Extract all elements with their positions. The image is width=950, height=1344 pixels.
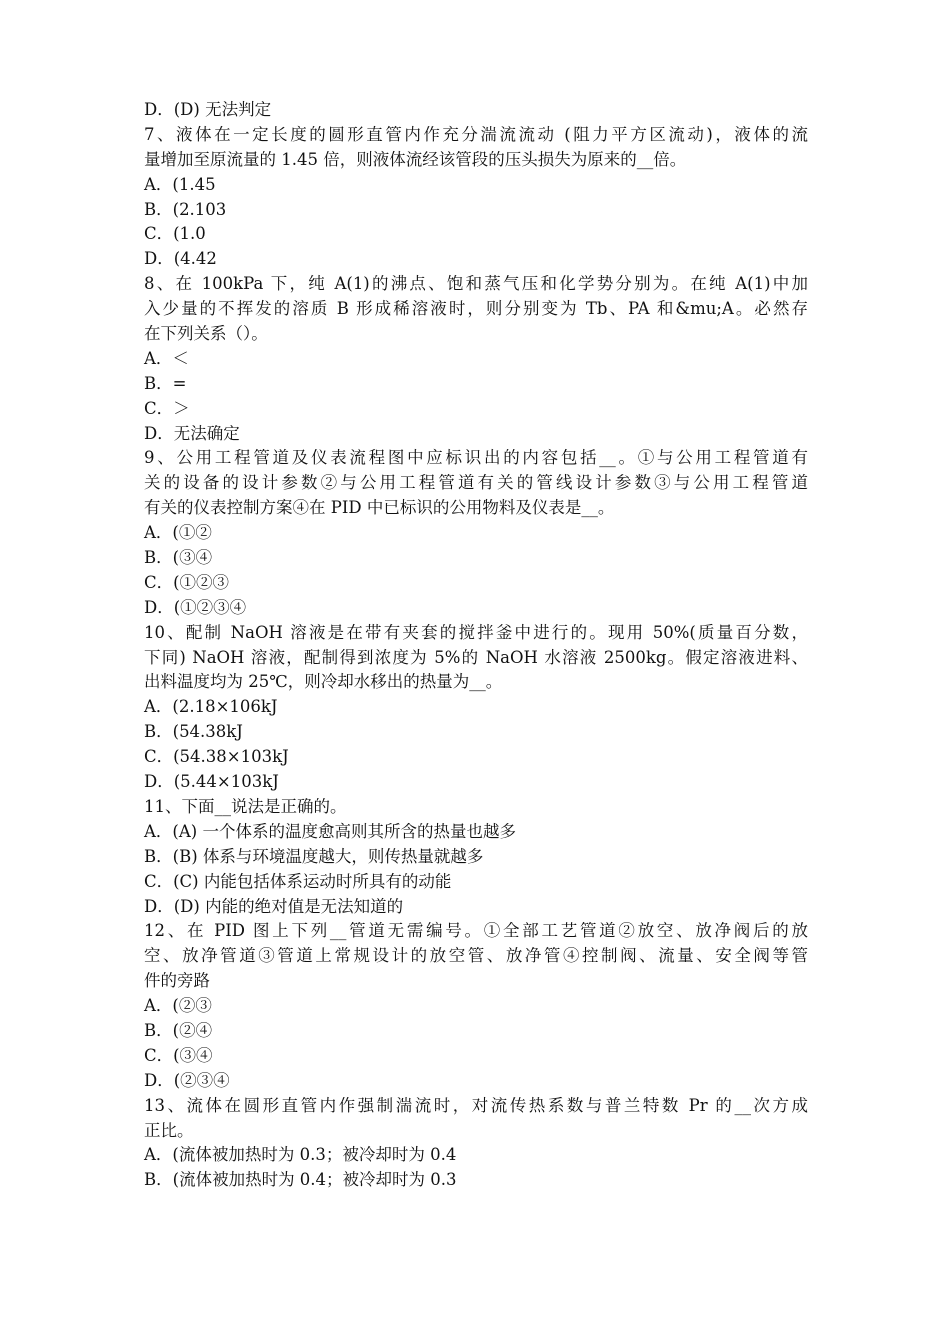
text-line: 11、下面__说法是正确的。 — [144, 796, 347, 816]
text-line: B．= — [144, 373, 187, 393]
text-line: B．(流体被加热时为 0.4；被冷却时为 0.3 — [144, 1170, 457, 1190]
text-line: D．无法确定 — [144, 423, 240, 443]
text-line: 8、在 100kPa 下，纯 A(1)的沸点、饱和蒸气压和化学势分别为。在纯 A(1)中加 — [144, 274, 808, 294]
text-line: 入少量的不挥发的溶质 B 形成稀溶液时，则分别变为 Tb、PA 和&mu;A。必然存 — [144, 299, 808, 319]
text-line: D．(4.42 — [144, 249, 217, 269]
text-line: C．(C) 内能包括体系运动时所具有的动能 — [144, 871, 452, 891]
text-line: D．(②③④ — [144, 1070, 230, 1090]
text-line: C．(③④ — [144, 1045, 213, 1065]
text-line: 关的设备的设计参数②与公用工程管道有关的管线设计参数③与公用工程管道 — [144, 473, 808, 493]
text-line: A．(①② — [144, 523, 212, 543]
text-line: A．＜ — [144, 348, 189, 368]
text-line: 下同) NaOH 溶液，配制得到浓度为 5%的 NaOH 水溶液 2500kg。假定溶液进料、 — [144, 647, 808, 667]
text-line: D．(5.44×103kJ — [144, 772, 279, 792]
text-line: A．(A) 一个体系的温度愈高则其所含的热量也越多 — [144, 821, 516, 841]
text-line: C．(1.0 — [144, 224, 206, 244]
document-body — [144, 98, 808, 1193]
text-line: A．(1.45 — [144, 174, 216, 194]
text-line: A．(②③ — [144, 996, 212, 1016]
text-line: B．(②④ — [144, 1020, 213, 1040]
text-line: C．(54.38×103kJ — [144, 747, 289, 767]
text-line: 有关的仪表控制方案④在 PID 中已标识的公用物料及仪表是__。 — [144, 498, 615, 518]
text-line: 10、配制 NaOH 溶液是在带有夹套的搅拌釜中进行的。现用 50%(质量百分数， — [144, 622, 808, 642]
text-line: 7、液体在一定长度的圆形直管内作充分湍流流动 (阻力平方区流动)，液体的流 — [144, 124, 808, 144]
text-line: B．(2.103 — [144, 199, 227, 219]
text-line: 12、在 PID 图上下列__管道无需编号。①全部工艺管道②放空、放净阀后的放 — [144, 921, 808, 941]
text-line: 9、公用工程管道及仪表流程图中应标识出的内容包括__。①与公用工程管道有 — [144, 448, 808, 468]
text-line: 空、放净管道③管道上常规设计的放空管、放净管④控制阀、流量、安全阀等管 — [144, 946, 808, 966]
text-line: D．(①②③④ — [144, 597, 247, 617]
text-line: 在下列关系（）。 — [144, 324, 268, 344]
text-line: C．＞ — [144, 398, 190, 418]
text-line: 13、流体在圆形直管内作强制湍流时，对流传热系数与普兰特数 Pr 的__次方成 — [144, 1095, 808, 1115]
text-line: 量增加至原流量的 1.45 倍，则液体流经该管段的压头损失为原来的__倍。 — [144, 149, 687, 169]
text-line: 正比。 — [144, 1120, 194, 1140]
text-line: D．(D) 无法判定 — [144, 100, 272, 119]
text-line: 出料温度均为 25℃，则冷却水移出的热量为__。 — [144, 672, 503, 692]
text-line: A．(流体被加热时为 0.3；被冷却时为 0.4 — [144, 1145, 457, 1165]
text-line: B．(54.38kJ — [144, 722, 243, 742]
text-line: D．(D) 内能的绝对值是无法知道的 — [144, 896, 404, 916]
text-line: B．(B) 体系与环境温度越大，则传热量就越多 — [144, 846, 484, 866]
text-line: C．(①②③ — [144, 572, 230, 592]
text-line: 件的旁路 — [144, 971, 210, 991]
text-line: A．(2.18×106kJ — [144, 697, 278, 717]
text-line: B．(③④ — [144, 548, 213, 568]
